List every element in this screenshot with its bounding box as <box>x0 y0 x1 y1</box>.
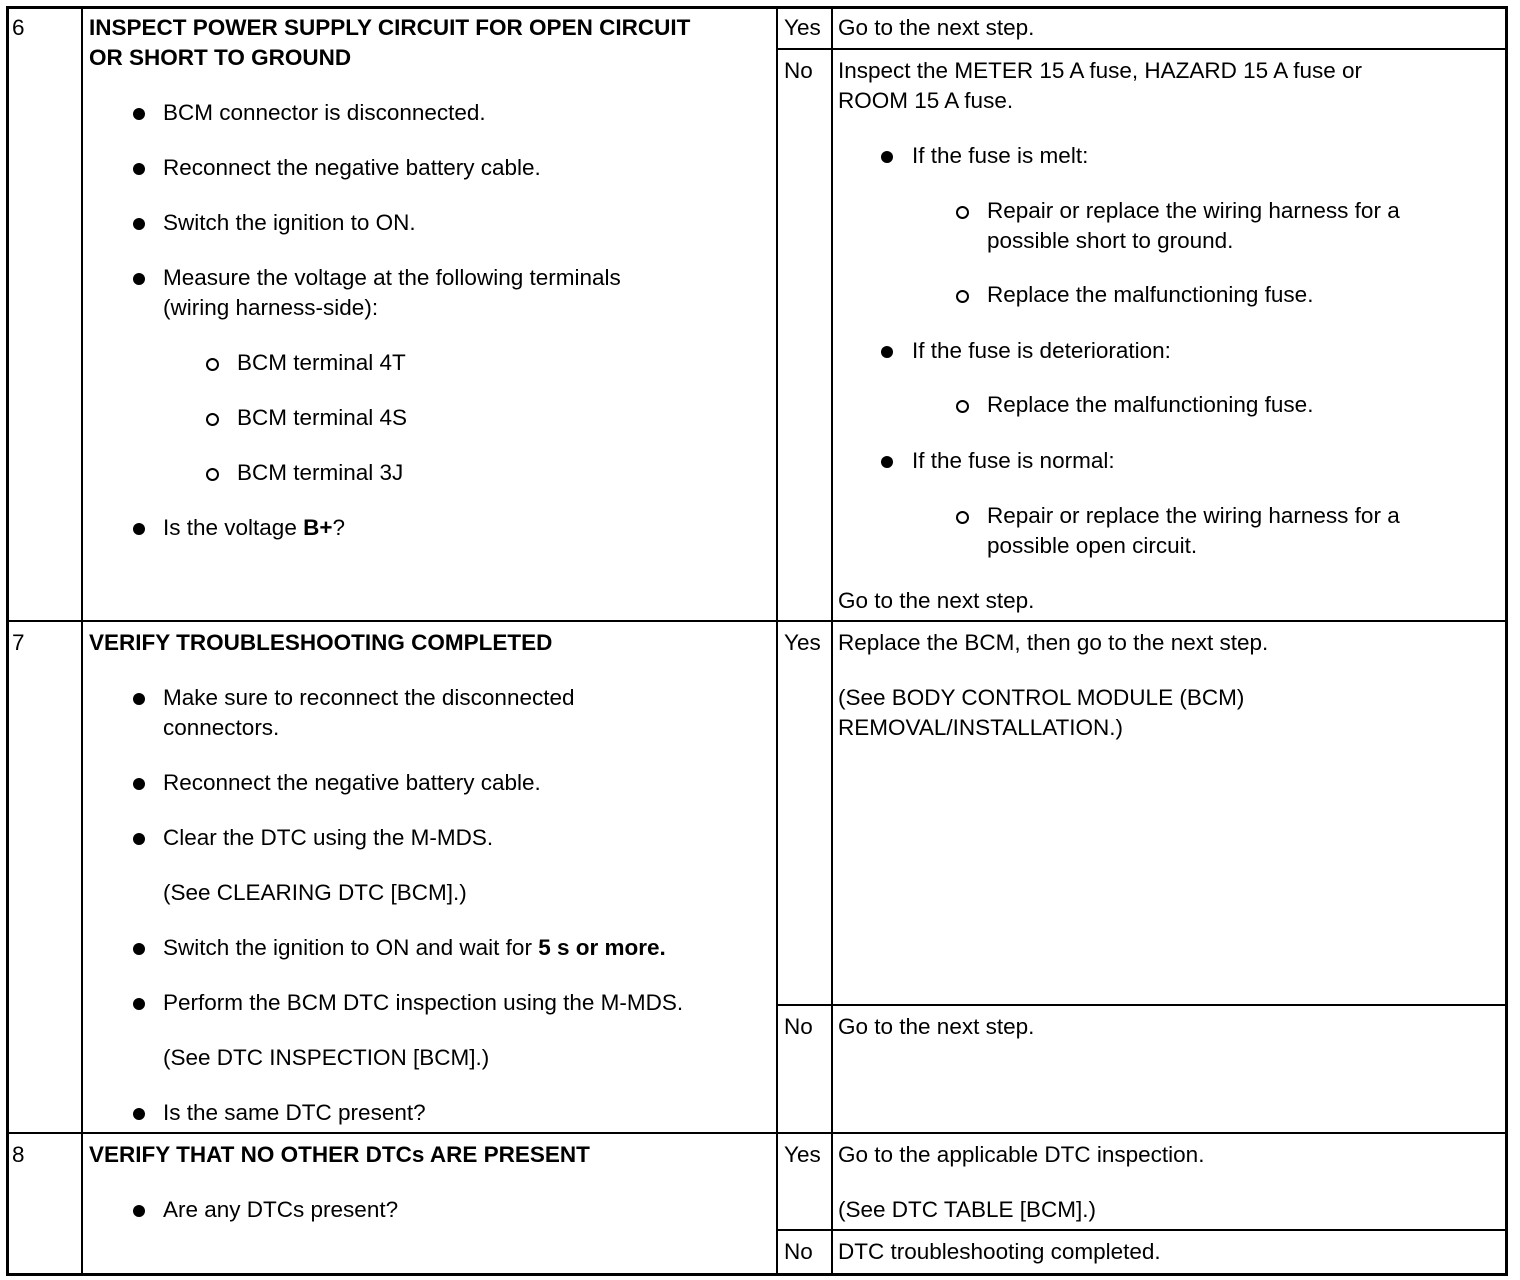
instruction: Reconnect the negative battery cable. <box>163 155 541 180</box>
reference: (See CLEARING DTC [BCM].) <box>163 880 467 905</box>
divider <box>776 8 778 1274</box>
step-title: OR SHORT TO GROUND <box>89 45 352 70</box>
bullet-icon <box>881 456 893 468</box>
bullet-icon <box>133 1108 145 1120</box>
divider <box>776 1229 1506 1231</box>
question: Is the same DTC present? <box>163 1100 426 1125</box>
no-action: ROOM 15 A fuse. <box>838 88 1014 113</box>
step-number: 7 <box>12 630 25 655</box>
condition: If the fuse is deterioration: <box>912 338 1171 363</box>
instruction: Measure the voltage at the following terminals <box>163 265 621 290</box>
question: Are any DTCs present? <box>163 1197 399 1222</box>
no-action: DTC troubleshooting completed. <box>838 1239 1161 1264</box>
wait-time: 5 s or more. <box>538 935 666 960</box>
sub-bullet-icon <box>206 413 219 426</box>
step-title: VERIFY TROUBLESHOOTING COMPLETED <box>89 630 553 655</box>
yes-label: Yes <box>784 1142 821 1167</box>
no-label: No <box>784 1014 813 1039</box>
bullet-icon <box>133 943 145 955</box>
bullet-icon <box>133 218 145 230</box>
sub-bullet-icon <box>956 400 969 413</box>
instruction <box>163 933 666 963</box>
yes-action: Go to the next step. <box>838 15 1035 40</box>
terminal-item: BCM terminal 4S <box>237 405 408 430</box>
step-number: 6 <box>12 15 25 40</box>
instruction: Switch the ignition to ON. <box>163 210 416 235</box>
instruction: Clear the DTC using the M-MDS. <box>163 825 494 850</box>
bullet-icon <box>133 833 145 845</box>
condition: If the fuse is normal: <box>912 448 1115 473</box>
remedy: Replace the malfunctioning fuse. <box>987 392 1314 417</box>
instruction: Make sure to reconnect the disconnected <box>163 685 575 710</box>
yes-action: Replace the BCM, then go to the next step. <box>838 630 1269 655</box>
instruction-text: Switch the ignition to ON and wait for <box>163 935 539 960</box>
divider <box>776 1004 1506 1006</box>
bullet-icon <box>133 693 145 705</box>
sub-bullet-icon <box>956 206 969 219</box>
no-action: Go to the next step. <box>838 1014 1035 1039</box>
remedy: Replace the malfunctioning fuse. <box>987 282 1314 307</box>
remedy: possible short to ground. <box>987 228 1234 253</box>
reference: REMOVAL/INSTALLATION.) <box>838 715 1124 740</box>
instruction: Perform the BCM DTC inspection using the M-MDS. <box>163 990 684 1015</box>
divider <box>831 8 833 1274</box>
instruction: connectors. <box>163 715 280 740</box>
terminal-item: BCM terminal 4T <box>237 350 406 375</box>
sub-bullet-icon <box>206 358 219 371</box>
yes-label: Yes <box>784 630 821 655</box>
bullet-icon <box>133 523 145 535</box>
bullet-icon <box>133 273 145 285</box>
bullet-icon <box>133 1205 145 1217</box>
instruction: BCM connector is disconnected. <box>163 100 486 125</box>
instruction: (wiring harness-side): <box>163 295 379 320</box>
remedy: possible open circuit. <box>987 533 1198 558</box>
remedy: Repair or replace the wiring harness for a <box>987 198 1400 223</box>
bullet-icon <box>133 163 145 175</box>
no-label: No <box>784 1239 813 1264</box>
no-action: Inspect the METER 15 A fuse, HAZARD 15 A fuse or <box>838 58 1363 83</box>
question-mark: ? <box>332 515 345 540</box>
divider <box>776 48 1506 50</box>
reference: (See BODY CONTROL MODULE (BCM) <box>838 685 1245 710</box>
condition: If the fuse is melt: <box>912 143 1089 168</box>
divider <box>6 620 1508 622</box>
bullet-icon <box>133 778 145 790</box>
divider <box>81 8 83 1274</box>
bullet-icon <box>133 108 145 120</box>
question <box>163 513 345 543</box>
yes-label: Yes <box>784 15 821 40</box>
step-title: INSPECT POWER SUPPLY CIRCUIT FOR OPEN CIRCUIT <box>89 15 691 40</box>
step-number: 8 <box>12 1142 25 1167</box>
sub-bullet-icon <box>956 290 969 303</box>
terminal-item: BCM terminal 3J <box>237 460 404 485</box>
question-value: B+ <box>303 515 333 540</box>
no-label: No <box>784 58 813 83</box>
reference: (See DTC INSPECTION [BCM].) <box>163 1045 490 1070</box>
reference: (See DTC TABLE [BCM].) <box>838 1197 1096 1222</box>
bullet-icon <box>881 151 893 163</box>
bullet-icon <box>133 998 145 1010</box>
remedy: Repair or replace the wiring harness for a <box>987 503 1400 528</box>
divider <box>6 1132 1508 1134</box>
instruction: Reconnect the negative battery cable. <box>163 770 541 795</box>
question-text: Is the voltage <box>163 515 304 540</box>
sub-bullet-icon <box>206 468 219 481</box>
sub-bullet-icon <box>956 511 969 524</box>
no-action: Go to the next step. <box>838 588 1035 613</box>
bullet-icon <box>881 346 893 358</box>
step-title: VERIFY THAT NO OTHER DTCs ARE PRESENT <box>89 1142 590 1167</box>
yes-action: Go to the applicable DTC inspection. <box>838 1142 1205 1167</box>
